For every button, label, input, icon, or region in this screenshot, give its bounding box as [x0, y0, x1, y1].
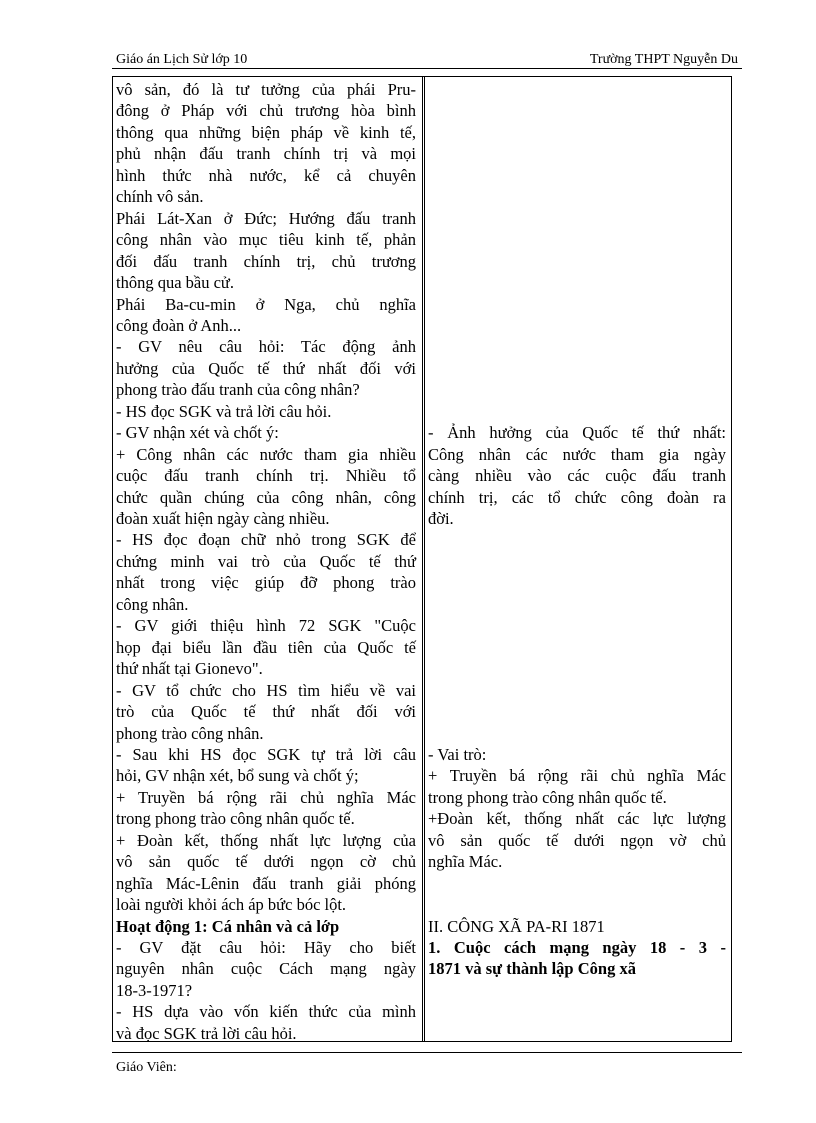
- left-text-line: họp đại biểu lần đầu tiên của Quốc tế: [116, 637, 416, 657]
- left-text-line: công nhân.: [116, 594, 189, 614]
- left-text-line: - GV tổ chức cho HS tìm hiểu về vai: [116, 680, 416, 700]
- footer-rule: [112, 1052, 742, 1053]
- column-divider-double: [424, 77, 425, 1041]
- left-text-line: đông ở Pháp với chủ trương hòa bình: [116, 101, 416, 121]
- left-text-line: - Sau khi HS đọc SGK tự trả lời câu: [116, 744, 416, 764]
- left-text-line: phong trào công nhân.: [116, 723, 264, 743]
- left-text-line: trò của Quốc tế thứ nhất đối với: [116, 702, 416, 722]
- left-text-line: hưởng của Quốc tế thứ nhất đối với: [116, 358, 416, 378]
- left-text-line: Hoạt động 1: Cá nhân và cả lớp: [116, 916, 340, 936]
- right-text-line: nghĩa Mác.: [428, 852, 503, 872]
- left-text-line: - GV giới thiệu hình 72 SGK "Cuộc: [116, 616, 416, 636]
- right-text-line: II. CÔNG XÃ PA-RI 1871: [428, 916, 605, 936]
- right-text-line: - Vai trò:: [428, 744, 487, 764]
- left-text-line: nguyên nhân cuộc Cách mạng ngày: [116, 959, 416, 979]
- left-text-line: chức quần chúng của công nhân, công: [116, 487, 416, 507]
- left-text-line: - GV đặt câu hỏi: Hãy cho biết: [116, 938, 416, 957]
- left-text-line: loài người khỏi ách áp bức bóc lột.: [116, 895, 347, 915]
- right-text-line: vô sản quốc tế dưới ngọn vờ chủ: [428, 830, 726, 850]
- header-subject: Giáo án Lịch Sử lớp 10: [116, 52, 248, 67]
- left-text-line: Phái Ba-cu-min ở Nga, chủ nghĩa: [116, 294, 416, 314]
- left-text-line: thông qua bầu cử.: [116, 273, 234, 293]
- left-text-line: hỏi, GV nhận xét, bổ sung và chốt ý;: [116, 766, 359, 786]
- left-text-line: công nhân vào mục tiêu kinh tế, phản: [116, 230, 416, 250]
- left-text-line: + Đoàn kết, thống nhất lực lượng của: [116, 830, 416, 850]
- left-text-line: - GV nêu câu hỏi: Tác động ảnh: [116, 337, 416, 357]
- header-rule: [112, 68, 742, 69]
- right-text-line: 1. Cuộc cách mạng ngày 18 - 3 -: [428, 938, 726, 957]
- page-header: [112, 50, 742, 70]
- left-text-line: cuộc đấu tranh chính trị. Nhiều tổ: [116, 466, 416, 486]
- left-text-line: chứng minh vai trò của Quốc tế thứ: [116, 551, 416, 571]
- left-text-line: đối đấu tranh chính trị, chủ trương: [116, 251, 416, 271]
- column-divider: [422, 77, 423, 1041]
- left-text-line: thông qua những biện pháp về kinh tế,: [116, 122, 416, 142]
- right-text-line: Công nhân các nước tham gia ngày: [428, 444, 726, 464]
- left-text-line: đoàn xuất hiện ngày càng nhiều.: [116, 509, 330, 528]
- right-text-line: đời.: [428, 509, 454, 528]
- right-text-line: chính trị, các tổ chức công đoàn ra: [428, 487, 726, 507]
- left-text-line: hình thức nhà nước, kể cả chuyên: [116, 165, 416, 185]
- left-text-line: vô sản quốc tế dưới ngọn cờ chủ: [116, 852, 416, 872]
- left-text-line: và đọc SGK trả lời câu hỏi.: [116, 1023, 297, 1043]
- right-text-line: - Ảnh hưởng của Quốc tế thứ nhất:: [428, 423, 726, 443]
- left-text-line: nghĩa Mác-Lênin đấu tranh giải phóng: [116, 873, 416, 893]
- footer-teacher-label: Giáo Viên:: [116, 1060, 177, 1075]
- right-text-line: +Đoàn kết, thống nhất các lực lượng: [428, 809, 726, 829]
- left-text-line: - GV nhận xét và chốt ý:: [116, 423, 279, 443]
- left-text-line: phong trào đấu tranh của công nhân?: [116, 380, 360, 400]
- left-text-line: phủ nhận đấu tranh chính trị và mọi: [116, 144, 416, 164]
- left-text-line: - HS đọc đoạn chữ nhỏ trong SGK để: [116, 530, 416, 550]
- right-text-line: 1871 và sự thành lập Công xã: [428, 959, 636, 979]
- left-text-line: thứ nhất tại Gionevo".: [116, 659, 263, 679]
- left-text-line: vô sản, đó là tư tưởng của phái Pru-: [116, 80, 416, 99]
- left-text-line: nhất trong việc giúp đỡ phong trào: [116, 573, 416, 593]
- lesson-table: [112, 76, 732, 1042]
- left-text-line: 18-3-1971?: [116, 980, 193, 1000]
- right-text-line: càng nhiều vào các cuộc đấu tranh: [428, 466, 726, 486]
- left-text-line: - HS đọc SGK và trả lời câu hỏi.: [116, 401, 332, 421]
- left-text-line: trong phong trào công nhân quốc tế.: [116, 809, 355, 829]
- right-text-line: trong phong trào công nhân quốc tế.: [428, 787, 667, 807]
- right-text-line: + Truyền bá rộng rãi chủ nghĩa Mác: [428, 766, 726, 786]
- header-school: Trường THPT Nguyễn Du: [589, 52, 738, 67]
- left-text-line: chính vô sản.: [116, 187, 204, 207]
- left-text-line: - HS dựa vào vốn kiến thức của mình: [116, 1002, 416, 1022]
- left-text-line: + Truyền bá rộng rãi chủ nghĩa Mác: [116, 787, 416, 807]
- left-text-line: công đoàn ở Anh...: [116, 315, 242, 335]
- left-text-line: + Công nhân các nước tham gia nhiều: [116, 444, 416, 464]
- left-text-line: Phái Lát-Xan ở Đức; Hướng đấu tranh: [116, 208, 416, 228]
